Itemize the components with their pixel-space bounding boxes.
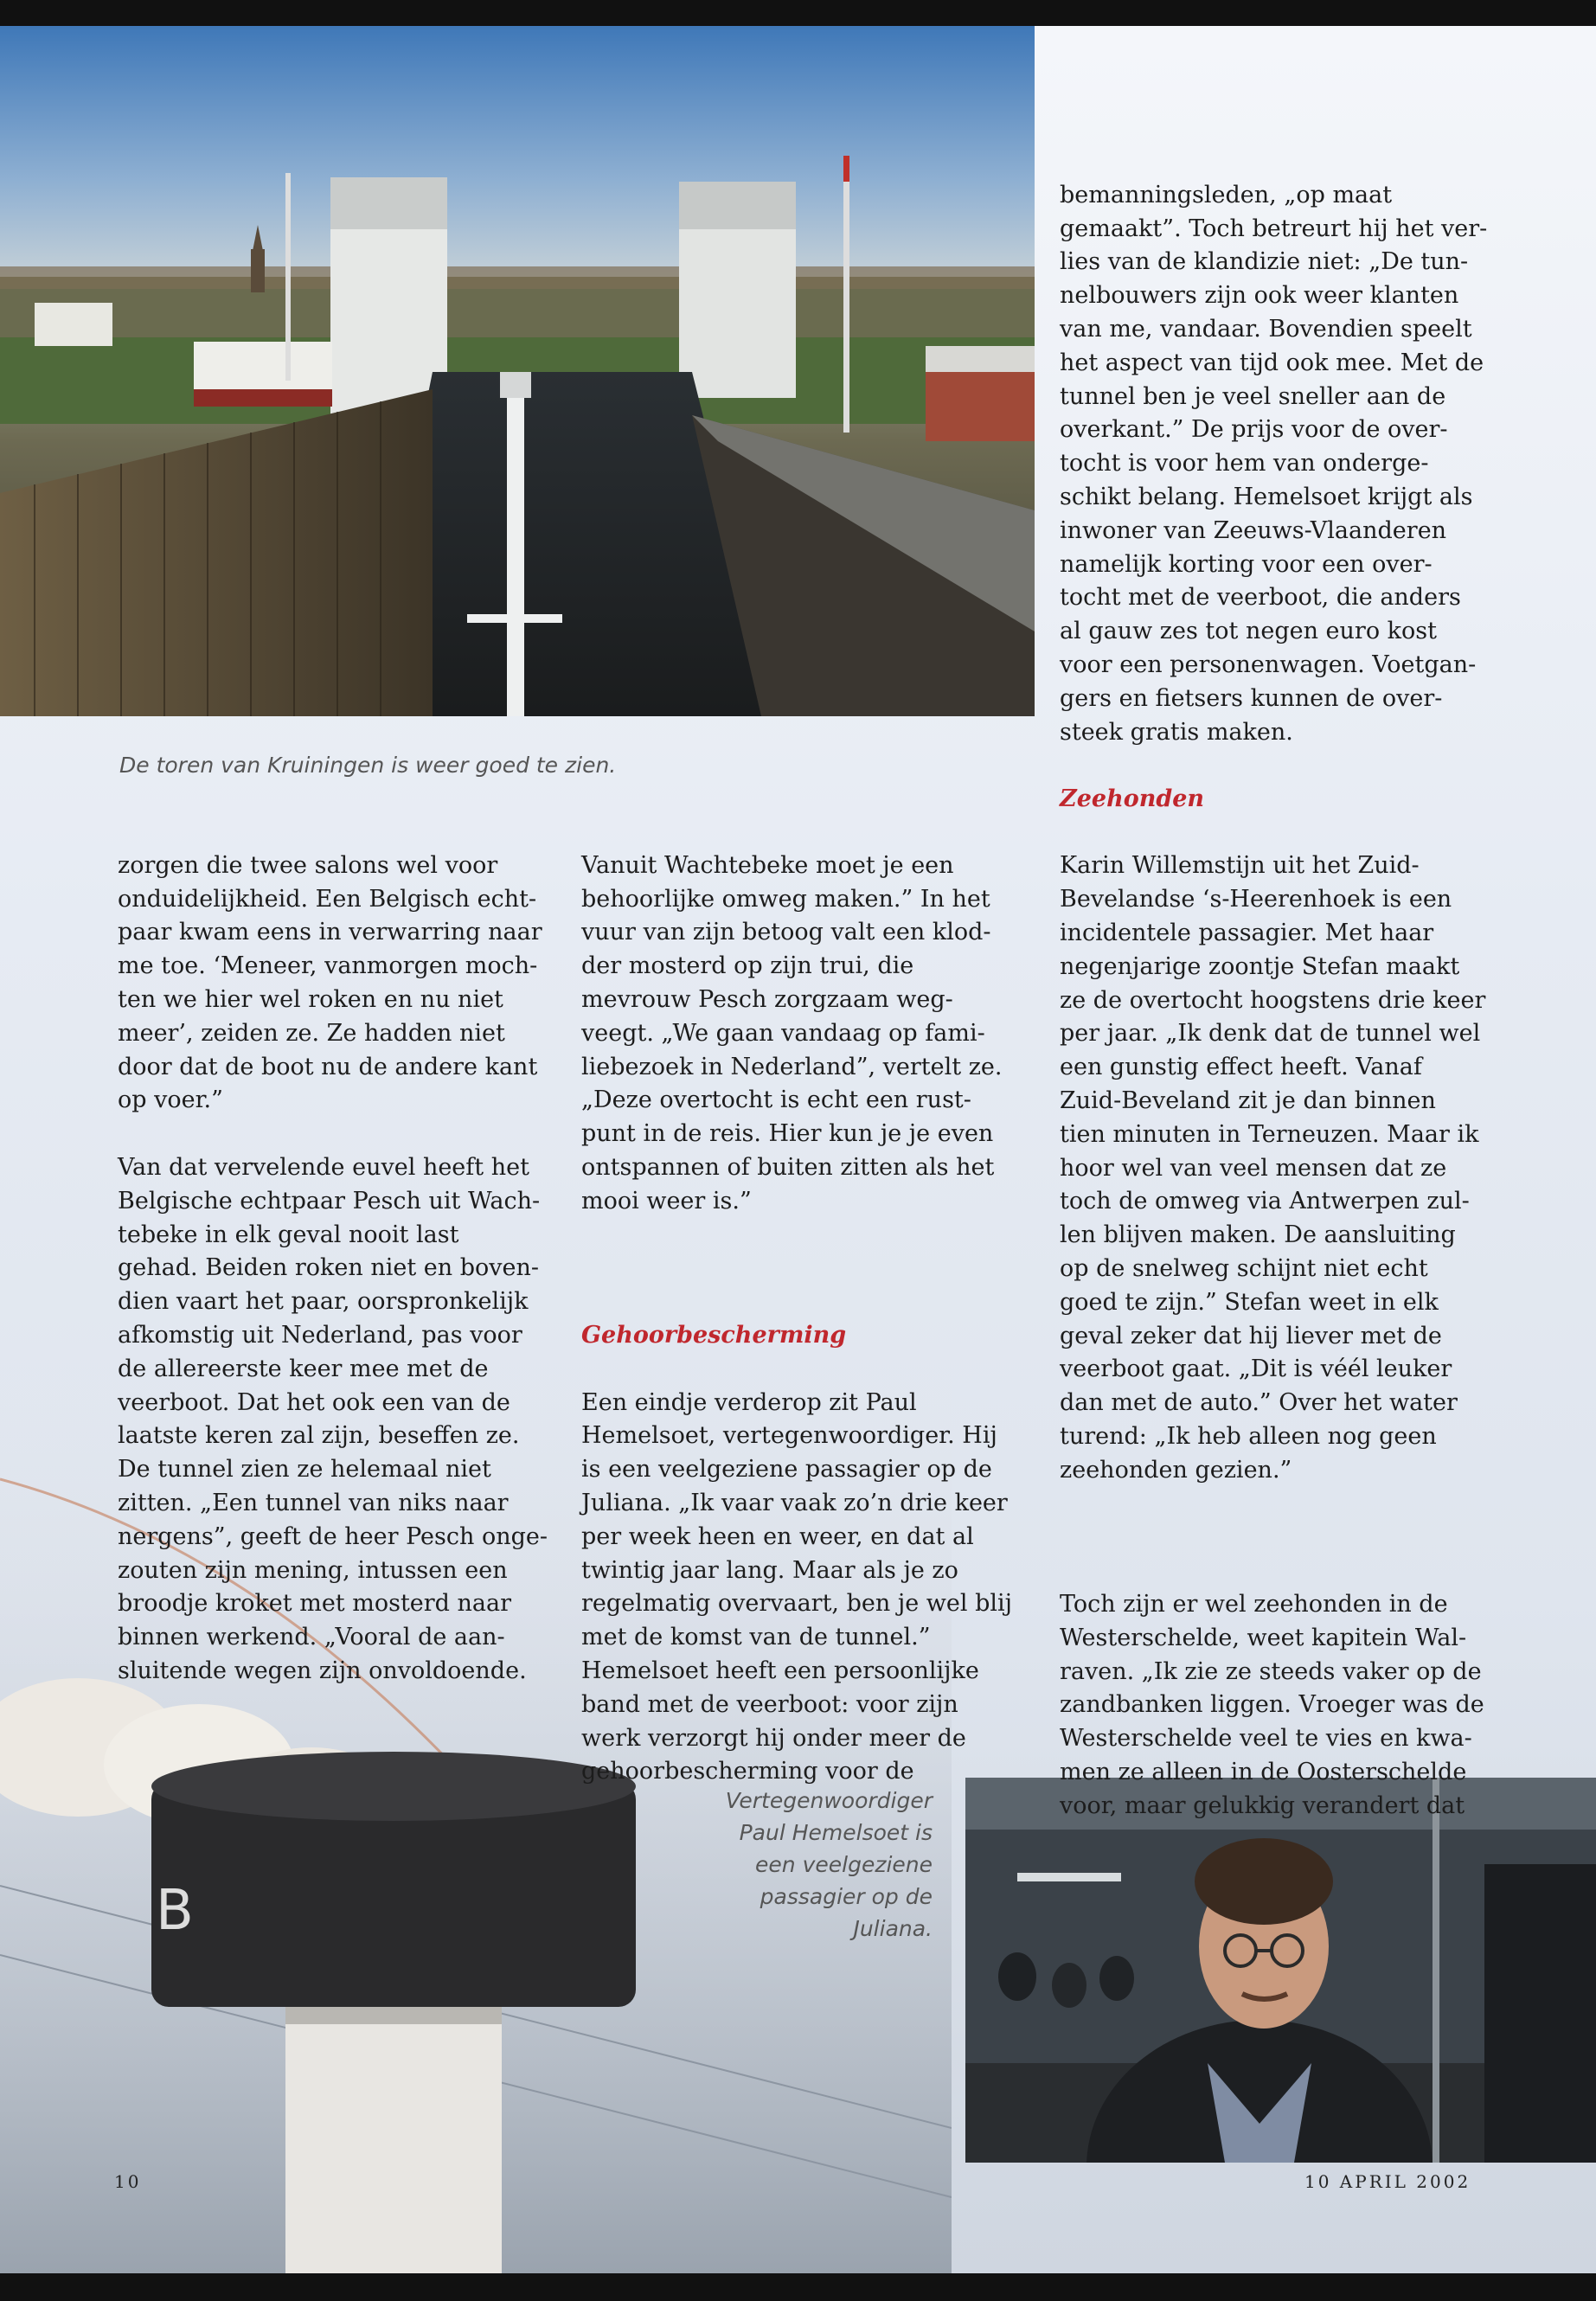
section-heading-zeehonden: Zeehonden (1060, 785, 1205, 812)
ferry-dock-photo (0, 26, 1035, 716)
article-column-3-bottom (1060, 749, 1501, 1856)
bottom-border (0, 2273, 1596, 2301)
svg-text:B: B (156, 1879, 194, 1943)
paragraph: Een eindje verderop zit Paul Hemelsoet, vertegenwoordiger. Hij is een veelgeziene passagier op de Juliana. „Ik vaar vaak zo’n drie keer per week heen en weer, en dat al twintig jaar lang. Maar als je zo regelmatig overvaart, ben je wel blij met de komst van de tunnel.” Hemelsoet heeft een persoonlijke band met de veerboot: voor zijn werk verzorgt hij onder meer de gehoorbescherming voor de (581, 1388, 1012, 1785)
section-heading-gehoorbescherming: Gehoorbescherming (581, 1321, 847, 1349)
paragraph: Vanuit Wachtebeke moet je een behoorlijke omweg maken.” In het vuur van zijn betoog valt een klod- der mosterd op zijn trui, die mevrouw Pesch zorgzaam weg- veegt. „We gaan vandaag op fami- liebezoek in Nederland”, vertelt ze. „Deze overtocht is echt een rust- punt in de reis. Hier kun je je even ontspannen of buiten zitten als het mooi weer is.” (581, 851, 1003, 1215)
issue-date: 10 APRIL 2002 (1304, 2171, 1471, 2192)
top-photo-caption: De toren van Kruiningen is weer goed te zien. (119, 753, 617, 778)
portrait-caption: Vertegenwoordiger Paul Hemelsoet is een veelgeziene passagier op de Juliana. (725, 1788, 933, 1941)
page-number: 10 (114, 2171, 142, 2192)
paragraph: Toch zijn er wel zeehonden in de Westerschelde, weet kapitein Wal- raven. „Ik zie ze steeds vaker op de zandbanken liggen. Vroeger was de Westerschelde veel te vies en kwa- men ze alleen in de Oosterschelde voor, maar gelukkig verandert dat (1060, 1590, 1484, 1819)
paragraph: bemanningsleden, „op maat gemaakt”. Toch betreurt hij het ver- lies van de klandizie niet: „De tun- nelbouwers zijn ook weer klanten van me, vandaar. Bovendien speelt het aspect van tijd ook mee. Met de tunnel ben je veel sneller aan de overkant.” De prijs voor de over- tocht is voor hem van onderge- schikt belang. Hemelsoet krijgt als inwoner van Zeeuws-Vlaanderen namelijk korting voor een over- tocht met de veerboot, die anders al gauw zes tot negen euro kost voor een personenwagen. Voetgan- gers en fietsers kunnen de over- steek gratis maken. (1060, 181, 1488, 746)
paragraph: Karin Willemstijn uit het Zuid- Bevelandse ‘s-Heerenhoek is een incidentele passagier. Met haar negenjarige zoontje Stefan maakt ze de overtocht hoogstens drie keer per jaar. „Ik denk dat de tunnel wel een gunstig effect heeft. Vanaf Zuid-Beveland zit je dan binnen tien minuten in Terneuzen. Maar ik hoor wel van veel mensen dat ze toch de omweg via Antwerpen zul- len blijven maken. De aansluiting op de snelweg schijnt niet echt goed te zijn.” Stefan weet in elk geval zeker dat hij liever met de veerboot gaat. „Dit is véél leuker dan met de auto.” Over het water turend: „Ik heb alleen nog geen zeehonden gezien.” (1060, 852, 1486, 1484)
article-column-1 (118, 816, 567, 1722)
paragraph-gap (1060, 1521, 1501, 1554)
paragraph-gap (581, 1252, 1014, 1285)
paragraph: zorgen die twee salons wel voor onduidelijkheid. Een Belgisch echt- paar kwam eens in verwarring naar me toe. ‘Meneer, vanmorgen moch- ten we hier wel roken en nu niet meer’, zeiden ze. Ze hadden niet door dat de boot nu de andere kant op voer.” (118, 851, 542, 1114)
top-border (0, 0, 1596, 26)
article-column-2 (581, 816, 1014, 1823)
paragraph: Van dat vervelende euvel heeft het Belgische echtpaar Pesch uit Wach- tebeke in elk geval nooit last gehad. Beiden roken niet en boven- dien vaart het paar, oorspronkelijk afkomstig uit Nederland, pas voor de allereerste keer mee met de veerboot. Dat het ook een van de laatste keren zal zijn, beseffen ze. De tunnel zien ze helemaal niet zitten. „Een tunnel van niks naar nergens”, geeft de heer Pesch onge- zouten zijn mening, intussen een broodje kroket met mosterd naar binnen werkend. „Vooral de aan- sluitende wegen zijn onvoldoende. (118, 1153, 548, 1684)
article-column-3-top (1060, 145, 1501, 783)
